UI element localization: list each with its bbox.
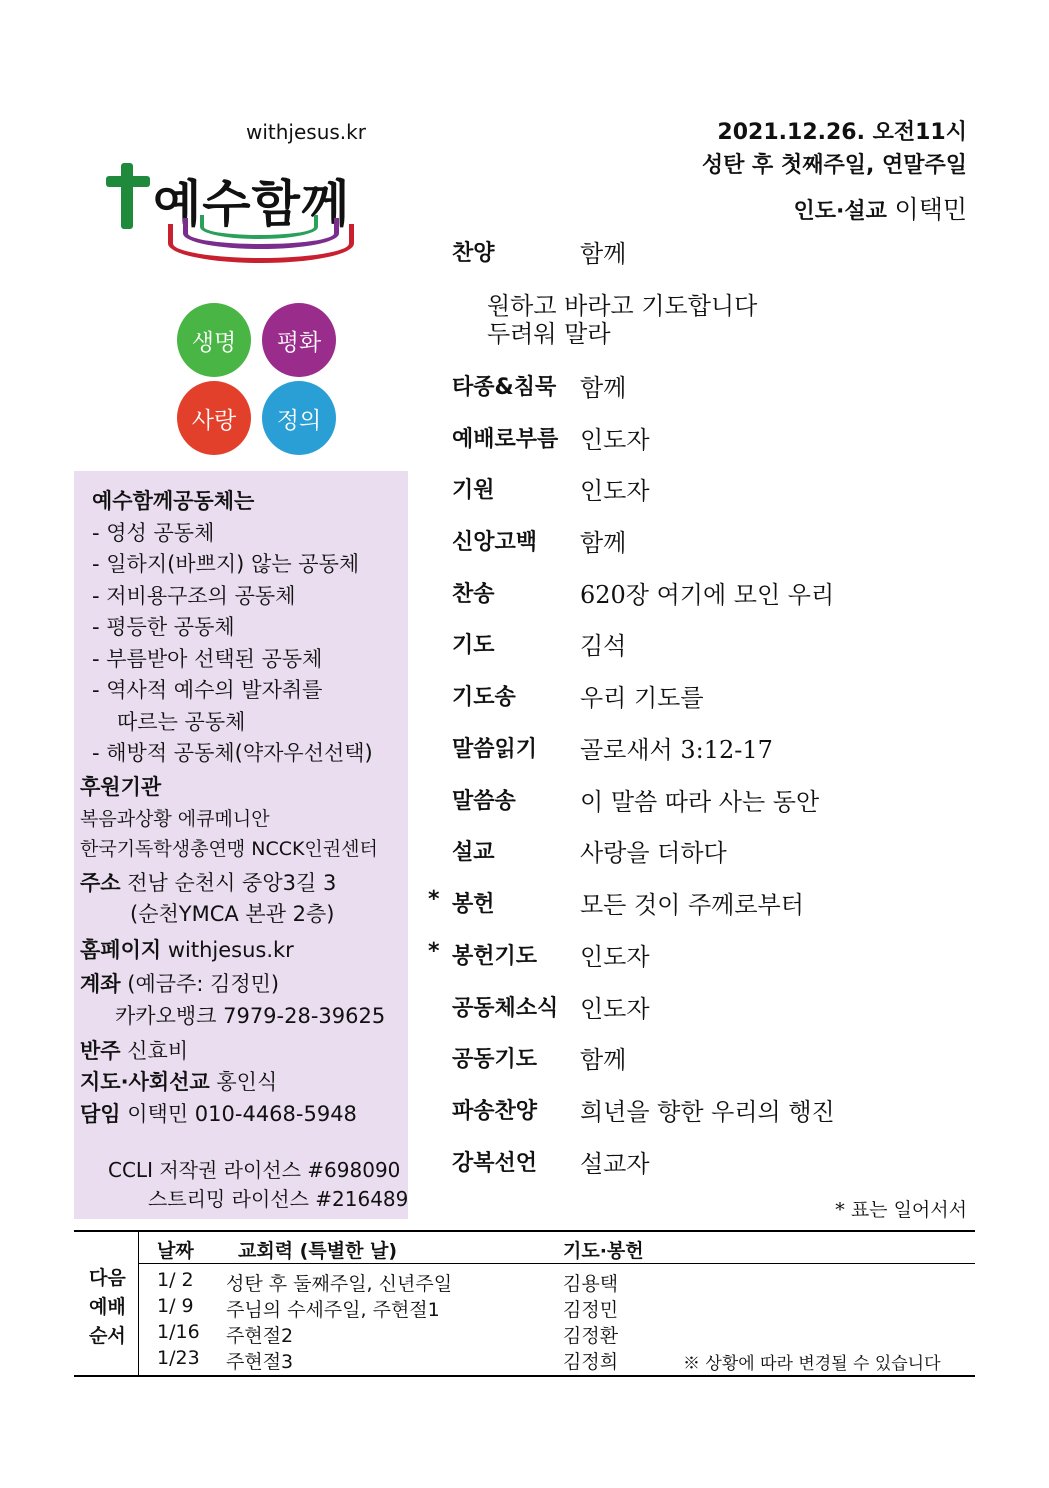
song-title: 두려워 말라 <box>487 320 611 348</box>
sidebar-item: - 평등한 공동체 <box>92 615 235 639</box>
order-label: 기원 <box>452 478 495 503</box>
account: 계좌 (예금주: 김정민) <box>80 972 280 996</box>
service-title: 성탄 후 첫째주일, 연말주일 <box>701 153 967 178</box>
order-value: 인도자 <box>580 943 650 971</box>
order-label: 파송찬양 <box>452 1099 538 1124</box>
order-value: 사랑을 더하다 <box>580 839 727 867</box>
table-cell-date: 1/23 <box>157 1347 200 1369</box>
order-label: 봉헌기도 <box>452 944 538 969</box>
next-label: 다음 <box>89 1267 126 1289</box>
order-label: 타종&침묵 <box>452 375 557 400</box>
order-label: 공동기도 <box>452 1047 538 1072</box>
table-cell-person: 김용택 <box>563 1273 619 1295</box>
arc-red <box>168 224 354 263</box>
sidebar-item: - 일하지(바쁘지) 않는 공동체 <box>92 552 360 576</box>
table-cell-event: 성탄 후 둘째주일, 신년주일 <box>226 1273 453 1295</box>
ccli-license: CCLI 저작권 라이선스 #698090 <box>108 1158 401 1182</box>
logo-name: 예수함께 <box>153 175 351 233</box>
table-top-border <box>74 1230 975 1232</box>
order-value: 우리 기도를 <box>580 684 704 712</box>
sidebar-item: - 저비용구조의 공동체 <box>92 584 296 608</box>
order-label: 예배로부름 <box>452 427 559 452</box>
order-value: 함께 <box>580 529 627 557</box>
address-detail: (순천YMCA 본관 2층) <box>130 902 335 926</box>
order-label: 강복선언 <box>452 1151 538 1176</box>
order-label: 봉헌 <box>452 892 495 917</box>
order-value: 이 말씀 따라 사는 동안 <box>580 788 820 816</box>
order-value: 모든 것이 주께로부터 <box>580 891 804 919</box>
sidebar-item: - 해방적 공동체(약자우선선택) <box>92 741 373 765</box>
order-label: 찬양 <box>452 241 495 266</box>
senior-pastor: 담임 이택민 010-4468-5948 <box>80 1102 357 1126</box>
order-label: 기도 <box>452 633 495 658</box>
cross-bar <box>106 176 150 187</box>
mission-pastor: 지도·사회선교 홍인식 <box>80 1070 278 1094</box>
order-value: 함께 <box>580 240 627 268</box>
order-value: 인도자 <box>580 995 650 1023</box>
table-cell-person: 김정환 <box>563 1325 619 1347</box>
table-header-border <box>138 1263 975 1264</box>
sidebar-item: 따르는 공동체 <box>117 710 246 734</box>
sidebar-intro: 예수함께공동체는 <box>92 489 255 513</box>
accompanist: 반주 신효비 <box>80 1039 189 1063</box>
order-value: 골로새서 3:12-17 <box>580 736 773 764</box>
table-header-date: 날짜 <box>157 1240 194 1262</box>
order-value: 희년을 향한 우리의 행진 <box>580 1098 835 1126</box>
order-label: 말씀송 <box>452 789 516 814</box>
table-cell-event: 주현절2 <box>226 1325 294 1347</box>
value-circle-life: 생명 <box>177 303 251 377</box>
standing-note: * 표는 일어서서 <box>835 1199 967 1221</box>
sponsor-label: 후원기관 <box>80 775 162 799</box>
table-cell-date: 1/ 2 <box>157 1269 194 1291</box>
table-divider <box>138 1231 139 1375</box>
service-leader: 인도·설교 이택민 <box>793 195 967 224</box>
account-number: 카카오뱅크 7979-28-39625 <box>115 1004 386 1028</box>
order-value: 함께 <box>580 1046 627 1074</box>
value-circle-love: 사랑 <box>177 381 251 455</box>
table-header-person: 기도·봉헌 <box>563 1240 644 1262</box>
standing-mark: * <box>428 887 440 912</box>
table-header-event: 교회력 (특별한 날) <box>238 1240 398 1262</box>
order-label: 기도송 <box>452 685 516 710</box>
streaming-license: 스트리밍 라이선스 #216489 <box>148 1187 409 1211</box>
sidebar-item: - 부름받아 선택된 공동체 <box>92 647 323 671</box>
order-label: 설교 <box>452 840 495 865</box>
value-circle-justice: 정의 <box>262 381 336 455</box>
next-label: 예배 <box>89 1296 126 1318</box>
order-value: 620장 여기에 모인 우리 <box>580 581 835 609</box>
order-label: 말씀읽기 <box>452 737 538 762</box>
order-label: 공동체소식 <box>452 996 559 1021</box>
order-label: 신앙고백 <box>452 530 538 555</box>
site-url: withjesus.kr <box>246 120 366 144</box>
service-date: 2021.12.26. 오전11시 <box>717 120 967 145</box>
sidebar-item: - 역사적 예수의 발자취를 <box>92 678 323 702</box>
sponsor: 복음과상황 에큐메니안 <box>80 808 270 830</box>
table-cell-date: 1/16 <box>157 1321 200 1343</box>
cross-icon <box>121 163 133 229</box>
order-value: 인도자 <box>580 477 650 505</box>
order-value: 함께 <box>580 374 627 402</box>
table-cell-event: 주님의 수세주일, 주현절1 <box>226 1299 440 1321</box>
order-value: 설교자 <box>580 1150 650 1178</box>
standing-mark: * <box>428 939 440 964</box>
next-label: 순서 <box>89 1325 126 1347</box>
address: 주소 전남 순천시 중앙3길 3 <box>80 871 337 895</box>
order-value: 인도자 <box>580 426 650 454</box>
table-cell-date: 1/ 9 <box>157 1295 194 1317</box>
order-label: 찬송 <box>452 582 495 607</box>
sponsor: 한국기독학생총연맹 NCCK인권센터 <box>80 838 378 860</box>
order-value: 김석 <box>580 632 627 660</box>
table-cell-person: 김정희 <box>563 1351 619 1373</box>
song-title: 원하고 바라고 기도합니다 <box>487 292 758 320</box>
table-cell-person: 김정민 <box>563 1299 619 1321</box>
value-circle-peace: 평화 <box>262 303 336 377</box>
table-cell-event: 주현절3 <box>226 1351 294 1373</box>
sidebar-item: - 영성 공동체 <box>92 521 215 545</box>
schedule-note: ※ 상황에 따라 변경될 수 있습니다 <box>683 1354 941 1374</box>
homepage: 홈페이지 withjesus.kr <box>80 938 294 962</box>
table-bottom-border <box>74 1375 975 1377</box>
